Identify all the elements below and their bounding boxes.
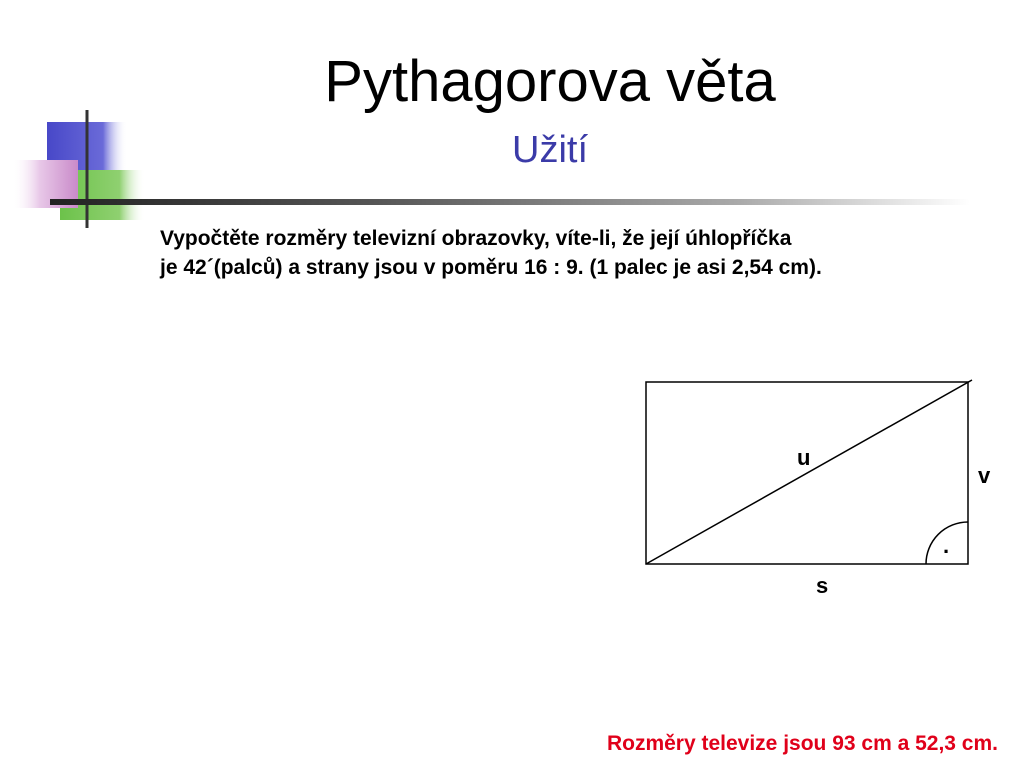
problem-line-2: je 42´(palců) a strany jsou v poměru 16 : 9. (1 palec je asi 2,54 cm). (160, 256, 822, 279)
diagonal-label: u (797, 445, 811, 470)
slide-title: Pythagorova věta (324, 49, 776, 114)
height-label: v (978, 463, 991, 488)
rectangle-diagram (630, 370, 1010, 610)
title-divider (50, 199, 970, 205)
width-label: s (816, 573, 829, 598)
slide-subtitle: Užití (512, 129, 588, 171)
answer-text: Rozměry televize jsou 93 cm a 52,3 cm. (606, 732, 998, 755)
decorative-squares (0, 100, 160, 240)
right-angle-dot: . (943, 533, 950, 558)
problem-line-1: Vypočtěte rozměry televizní obrazovky, víte-li, že její úhlopříčka (160, 227, 792, 250)
problem-text (160, 224, 1000, 282)
